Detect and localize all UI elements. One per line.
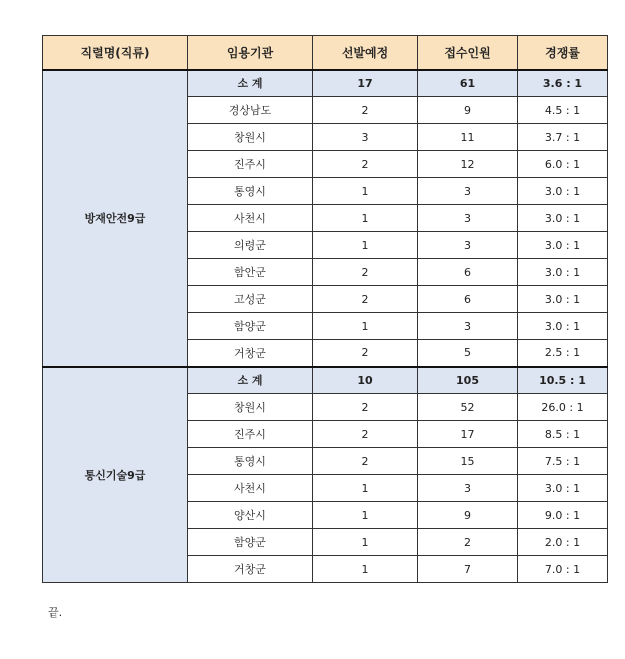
planned-cell: 2 [313,421,418,448]
planned-cell: 1 [313,205,418,232]
agency-cell: 함양군 [188,529,313,556]
agency-cell: 통영시 [188,448,313,475]
ratio-cell: 9.0 : 1 [518,502,608,529]
position-cell: 통신기술9급 [43,367,188,583]
ratio-cell: 2.0 : 1 [518,529,608,556]
subtotal-applicants: 105 [418,367,518,394]
planned-cell: 1 [313,313,418,340]
planned-cell: 1 [313,178,418,205]
subtotal-label: 소 계 [188,367,313,394]
planned-cell: 3 [313,124,418,151]
ratio-cell: 2.5 : 1 [518,340,608,367]
agency-cell: 함안군 [188,259,313,286]
applicants-cell: 6 [418,286,518,313]
applicants-cell: 3 [418,313,518,340]
ratio-cell: 3.0 : 1 [518,205,608,232]
agency-cell: 사천시 [188,205,313,232]
applicants-cell: 3 [418,475,518,502]
agency-cell: 창원시 [188,124,313,151]
ratio-cell: 3.0 : 1 [518,178,608,205]
ratio-cell: 3.0 : 1 [518,475,608,502]
header-ratio: 경쟁률 [518,36,608,70]
planned-cell: 2 [313,394,418,421]
ratio-cell: 6.0 : 1 [518,151,608,178]
ratio-cell: 8.5 : 1 [518,421,608,448]
ratio-cell: 7.0 : 1 [518,556,608,583]
agency-cell: 진주시 [188,151,313,178]
end-note: 끝. [48,606,63,619]
planned-cell: 1 [313,529,418,556]
group-1 [43,367,608,583]
planned-cell: 2 [313,448,418,475]
applicants-cell: 3 [418,178,518,205]
subtotal-planned: 17 [313,70,418,97]
subtotal-row [43,367,608,394]
ratio-cell: 3.7 : 1 [518,124,608,151]
planned-cell: 1 [313,502,418,529]
agency-cell: 사천시 [188,475,313,502]
ratio-cell: 3.0 : 1 [518,286,608,313]
planned-cell: 2 [313,286,418,313]
agency-cell: 경상남도 [188,97,313,124]
planned-cell: 2 [313,97,418,124]
ratio-cell: 4.5 : 1 [518,97,608,124]
planned-cell: 1 [313,475,418,502]
applicants-cell: 9 [418,502,518,529]
subtotal-label: 소 계 [188,70,313,97]
agency-cell: 창원시 [188,394,313,421]
ratio-cell: 3.0 : 1 [518,313,608,340]
applicants-cell: 5 [418,340,518,367]
header-applicants: 접수인원 [418,36,518,70]
header-row [43,36,608,70]
applicants-cell: 2 [418,529,518,556]
header-agency: 임용기관 [188,36,313,70]
group-0 [43,70,608,367]
agency-cell: 양산시 [188,502,313,529]
ratio-cell: 7.5 : 1 [518,448,608,475]
ratio-cell: 26.0 : 1 [518,394,608,421]
applicants-cell: 12 [418,151,518,178]
agency-cell: 통영시 [188,178,313,205]
applicants-cell: 3 [418,232,518,259]
agency-cell: 거창군 [188,556,313,583]
subtotal-ratio: 10.5 : 1 [518,367,608,394]
header-planned: 선발예정 [313,36,418,70]
ratio-cell: 3.0 : 1 [518,259,608,286]
planned-cell: 1 [313,556,418,583]
agency-cell: 의령군 [188,232,313,259]
planned-cell: 1 [313,232,418,259]
applicants-cell: 11 [418,124,518,151]
applicants-cell: 52 [418,394,518,421]
applicants-cell: 3 [418,205,518,232]
subtotal-row [43,70,608,97]
subtotal-ratio: 3.6 : 1 [518,70,608,97]
ratio-cell: 3.0 : 1 [518,232,608,259]
subtotal-applicants: 61 [418,70,518,97]
applicants-cell: 17 [418,421,518,448]
competition-table [42,35,608,583]
agency-cell: 함양군 [188,313,313,340]
planned-cell: 2 [313,340,418,367]
agency-cell: 진주시 [188,421,313,448]
planned-cell: 2 [313,259,418,286]
header-position: 직렬명(직류) [43,36,188,70]
applicants-cell: 9 [418,97,518,124]
agency-cell: 고성군 [188,286,313,313]
applicants-cell: 6 [418,259,518,286]
applicants-cell: 15 [418,448,518,475]
agency-cell: 거창군 [188,340,313,367]
applicants-cell: 7 [418,556,518,583]
planned-cell: 2 [313,151,418,178]
subtotal-planned: 10 [313,367,418,394]
position-cell: 방재안전9급 [43,70,188,367]
